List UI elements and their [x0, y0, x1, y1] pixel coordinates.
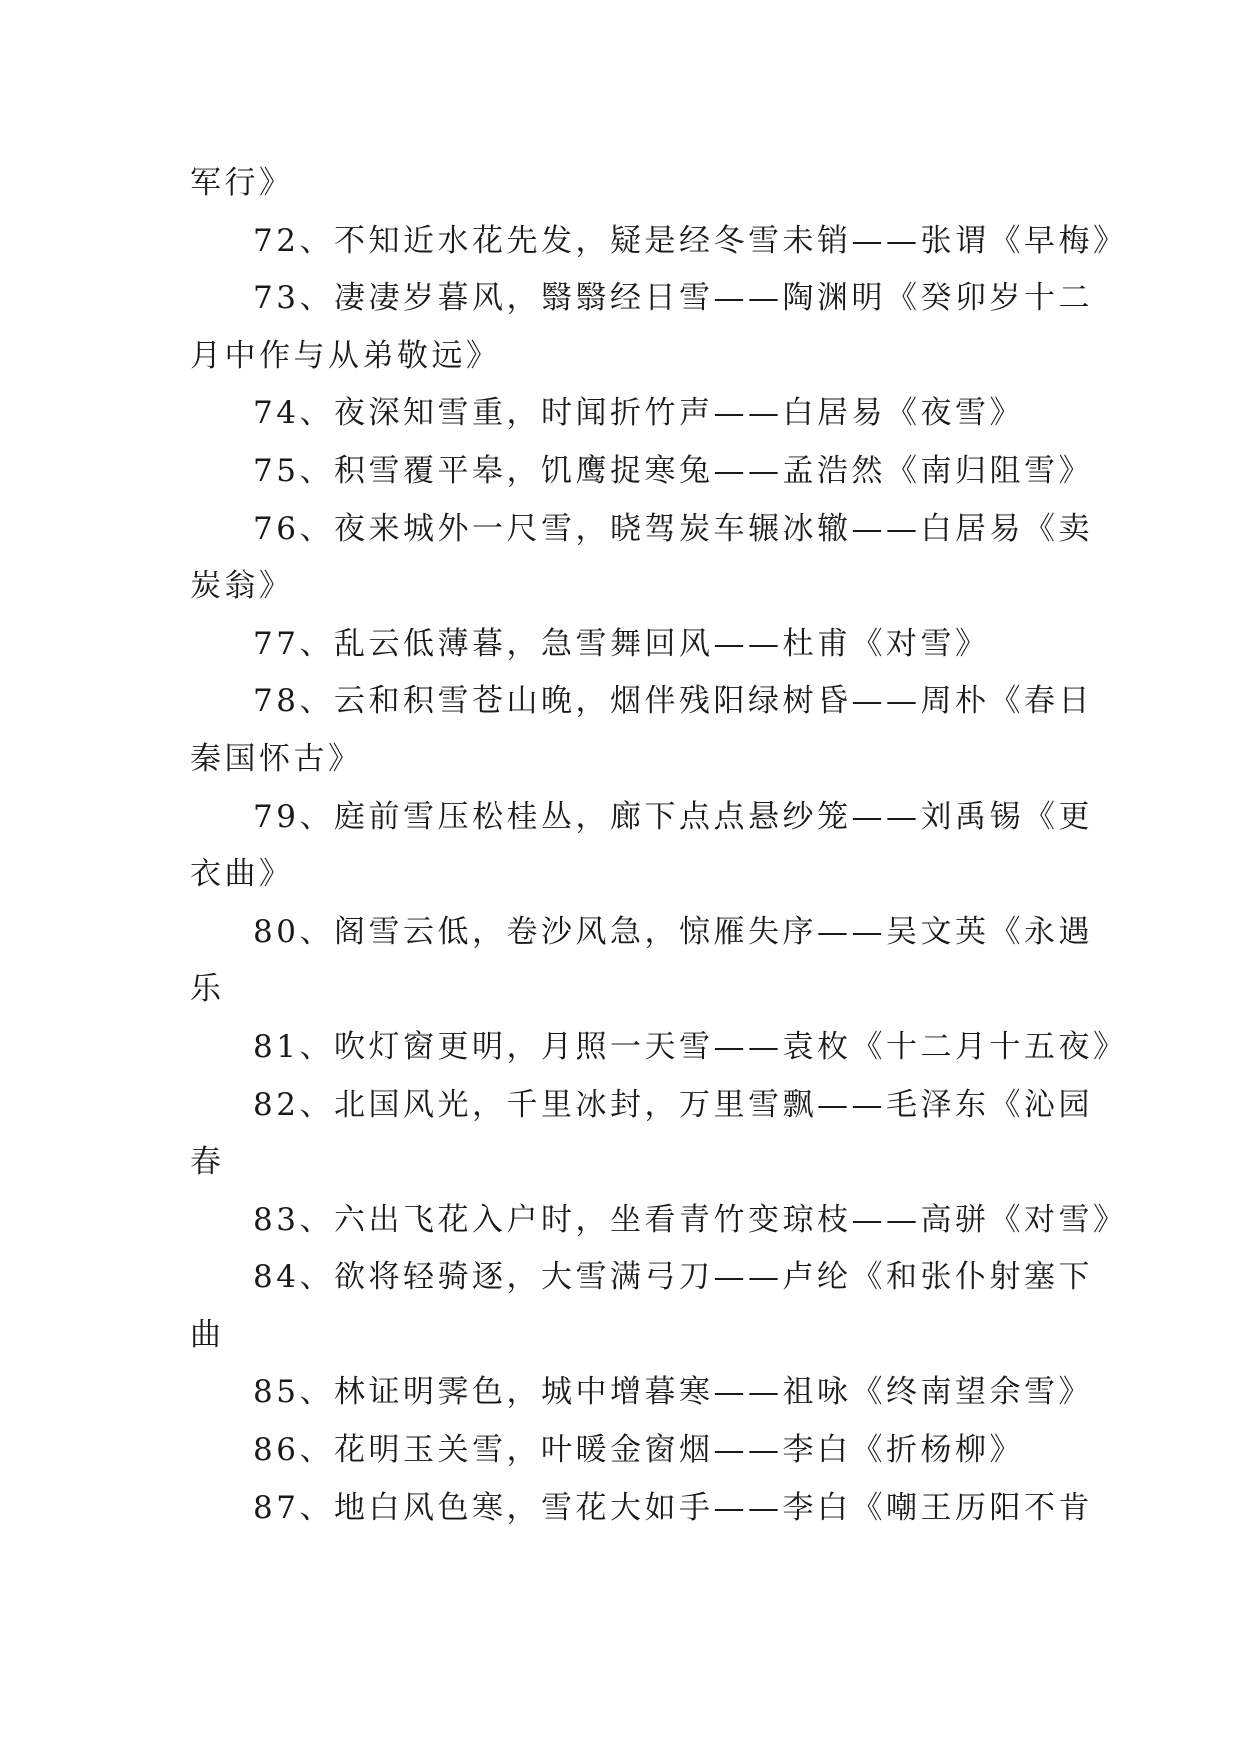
text-line: 月中作与从弟敬远》 — [190, 337, 501, 374]
text-line: 秦国怀古》 — [190, 740, 363, 777]
text-line: 春 — [190, 1144, 225, 1181]
text-line: 76、夜来城外一尺雪，晓驾炭车辗冰辙——白居易《卖 — [253, 510, 1093, 547]
text-line: 82、北国风光，千里冰封，万里雪飘——毛泽东《沁园 — [253, 1086, 1093, 1123]
text-line: 78、云和积雪苍山晚，烟伴残阳绿树昏——周朴《春日 — [253, 683, 1093, 720]
text-line: 乐 — [190, 971, 225, 1008]
text-line: 曲 — [190, 1316, 225, 1353]
text-line: 79、庭前雪压松桂丛，廊下点点悬纱笼——刘禹锡《更 — [253, 798, 1093, 835]
text-line: 军行》 — [190, 165, 294, 201]
text-line: 85、林证明霁色，城中增暮寒——祖咏《终南望余雪》 — [253, 1374, 1093, 1411]
text-line: 衣曲》 — [190, 856, 294, 893]
text-line: 86、花明玉关雪，叶暖金窗烟——李白《折杨柳》 — [253, 1432, 1024, 1469]
text-line: 77、乱云低薄暮，急雪舞回风——杜甫《对雪》 — [253, 625, 990, 662]
text-line: 73、凄凄岁暮风，翳翳经日雪——陶渊明《癸卯岁十二 — [253, 280, 1093, 317]
text-line: 84、欲将轻骑逐，大雪满弓刀——卢纶《和张仆射塞下 — [253, 1259, 1093, 1296]
text-line: 87、地白风色寒，雪花大如手——李白《嘲王历阳不肯 — [253, 1489, 1093, 1526]
text-line: 81、吹灯窗更明，月照一天雪——袁枚《十二月十五夜》 — [253, 1028, 1128, 1065]
poem-list — [190, 155, 1128, 1537]
text-line: 83、六出飞花入户时，坐看青竹变琼枝——高骈《对雪》 — [253, 1201, 1128, 1238]
text-line: 75、积雪覆平皋，饥鹰捉寒兔——孟浩然《南归阻雪》 — [253, 452, 1093, 489]
text-line: 74、夜深知雪重，时闻折竹声——白居易《夜雪》 — [253, 395, 1024, 432]
text-line: 80、阁雪云低，卷沙风急，惊雁失序——吴文英《永遇 — [253, 913, 1093, 950]
text-line: 炭翁》 — [190, 568, 294, 605]
text-line: 72、不知近水花先发，疑是经冬雪未销——张谓《早梅》 — [253, 222, 1128, 259]
